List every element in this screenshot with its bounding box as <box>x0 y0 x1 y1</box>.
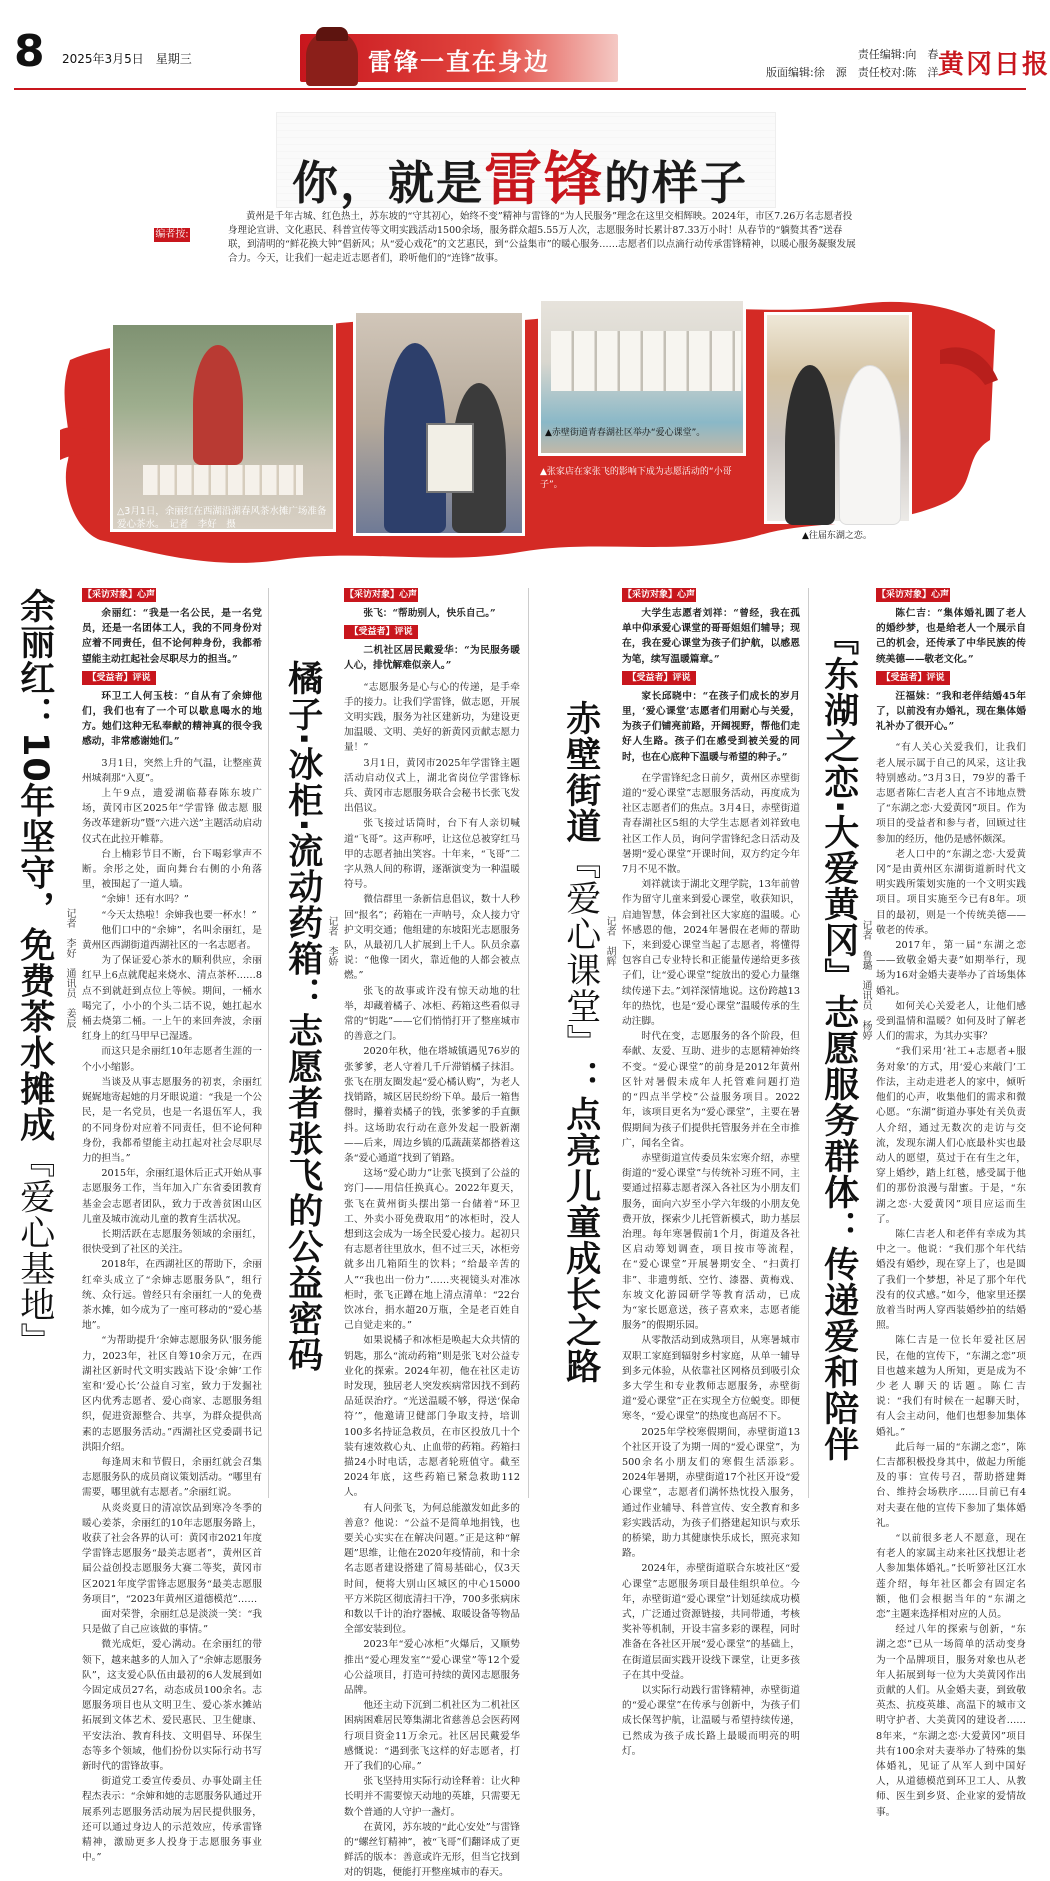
article-2-paragraphs <box>344 680 520 1881</box>
article-2-paragraph: 3月1日，黄冈市2025年学雷锋主题活动启动仪式上，湖北省岗位学雷锋标兵、黄冈市志愿服务联合会秘书长张飞发出倡议。 <box>344 757 520 815</box>
column-divider <box>528 588 529 1498</box>
article-3-review: 家长邱晓中：“在孩子们成长的岁月里，‘爱心课堂’志愿者们用耐心与关爱，为孩子们铺亮前路，开阔视野，帮他们走好人生路。孩子们在感受到被关爱的同时，也在心底种下温暖与希望的种子。” <box>622 690 800 763</box>
editor-note-tag: 编者按: <box>155 229 189 240</box>
editor-line-2: 版面编辑:徐 源 责任校对:陈 洋 <box>766 66 939 79</box>
header-rule <box>14 88 1026 90</box>
bride-figure <box>839 365 901 525</box>
article-2-voice-tag: 【采访对象】心声 <box>344 590 417 600</box>
column-divider <box>268 588 269 1498</box>
article-1-paragraph: 为了保证爱心茶水的顺利供应，余丽红早上6点就爬起来烧水、清点茶杯……8点不到就赶到点位上等候。期间，一桶水喝完了，小小的个头二话不说，她扛起水桶去烧第二桶。一上午的来回奔波，余丽红身上的红马甲早已湿透。 <box>82 955 262 1043</box>
article-3-voice-tag: 【采访对象】心声 <box>622 590 695 600</box>
article-4-paragraph: 老人口中的“东湖之恋·大爱黄冈”是由黄州区东湖街道新时代文明实践所策划实施的一个文明实践项目。项目实施至今已有8年。项目的最初，则是一个传统美德——敬老的传承。 <box>876 848 1026 936</box>
article-1-review: 环卫工人何玉枝：“自从有了余婶他们，我们也有了一个可以歇息喝水的地方。她们这种无私奉献的精神真的很令我感动，非常感谢她们。” <box>82 690 262 748</box>
article-3-paragraph: 2025年学校寒假期间，赤壁街道13个社区开设了为期一周的“爱心课堂”，为500余名小朋友们的寒假生活添彩。2024年暑期，赤壁街道17个社区开设“爱心课堂”，志愿者们满怀热忱投入服务，通过作业辅导、科普宣传、安全教育和多彩实践活动，为孩子们搭建起知识与欢乐的桥梁，助力其健康快乐成长，照亮求知路。 <box>622 1426 800 1560</box>
volunteer-figure <box>193 345 243 465</box>
article-4-paragraph: 2017年，第一届“东湖之恋——致敬金婚夫妻”如期举行，现场为16对金婚夫妻举办了首场集体婚礼。 <box>876 940 1026 997</box>
article-2-paragraph: 在黄冈，苏东坡的“此心安处”与雷锋的“螺丝钉精神”，被“飞哥”们翻译成了更鲜活的版本：善意或许无形，但当它找到对的钥匙，便能打开整座城市的春天。 <box>344 1821 520 1879</box>
article-1-byline: 记者 李好 通讯员 姜辰 <box>64 908 75 1028</box>
article-3-voice: 大学生志愿者刘祥：“曾经，我在孤单中仰承爱心课堂的哥哥姐姐们辅导；现在，我在爱心课堂为孩子们护航，以感恩为笔，续写温暖篇章。” <box>622 608 800 665</box>
article-4-paragraph: 陈仁吉是一位长年爱社区居民，在他的宣传下，“东湖之恋”项目也越来越为人所知，更是成为不少老人聊天的话题。陈仁吉说：“我们有时候在一起聊天时，有人会主动问，他们也想参加集体婚礼。” <box>876 1335 1026 1438</box>
article-4-paragraph: 此后每一届的“东湖之恋”，陈仁吉都积极投身其中，做起力所能及的事：宣传号召，帮助搭建舞台、维持会场秩序……目前已有4对夫妻在他的宣传下参加了集体婚礼。 <box>876 1441 1026 1529</box>
article-4-paragraph: 如何关心关爱老人，让他们感受到温情和温暖？如何及时了解老人们的需求，为其办实事？ <box>876 1000 1026 1043</box>
article-2-paragraph: 有人问张飞，为何总能激发如此多的善意？他说：“公益不是简单地捐钱，也要关心实实在在解决问题。”正是这种“解题”思维，让他在2020年疫情前，和十余名志愿者建设搭建了简易基础心，仅3天时间，便将大别山区城区的中心15000平方米院区彻底清扫干净，700多张病床和数以千计的治疗器械、取暖设备等物品全部安装到位。 <box>344 1502 520 1636</box>
article-1-title <box>16 588 53 1359</box>
article-3-paragraph: 赤壁街道宣传委员朱宏寒介绍，赤壁街道的“爱心课堂”与传统补习班不同，主要通过招募志愿者深入各社区为小朋友们服务，面向六岁至小学六年级的小朋友免费开放，探索少儿托管新模式，助力基层治理。每年寒暑假前1个月，街道及各社区启动筹划调查，项目按市等流程，在“爱心课堂”开展暑期安全、“扫黄打非”、非遗剪纸、空竹、漆器、黄梅戏、东坡文化游园研学等教育活动，已成为“家长愿意送，孩子喜欢来，志愿者能服务”的假期乐园。 <box>622 1152 800 1332</box>
article-3-paragraph: 以实际行动践行雷锋精神，赤壁街道的“爱心课堂”在传承与创新中，为孩子们成长保驾护航，让温暖与希望持续传递，已然成为孩子成长路上最暖而明亮的明灯。 <box>622 1685 800 1757</box>
editor-credits <box>766 46 938 82</box>
article-2-paragraph: 2023年“爱心冰柜”火爆后，又顺势推出“爱心理发室”“爱心课堂”等12个爱心公益项目，打造可持续的黄冈志愿服务品牌。 <box>344 1639 520 1697</box>
article-3-title <box>562 700 599 1384</box>
article-1-paragraph: 当谈及从事志愿服务的初衷，余丽红娓娓地寄起她的月牙眼说道：“我是一个公民，是一名党员，也是一名退伍军人，我的不同身份对应着不同责任，但不论何种身份，我都希望能主动扛起对社会尽职尽力的担当。” <box>82 1076 262 1164</box>
article-1-title-main: 余丽红：10年坚守，免费茶水摊成 <box>14 588 55 1143</box>
article-2-review-tag: 【受益者】评说 <box>344 625 418 639</box>
article-3-body <box>622 588 800 1757</box>
article-1-paragraphs <box>82 756 262 1866</box>
photo-caption-4: ▲往届东湖之恋。 <box>802 531 872 541</box>
article-3-paragraph: 在学雷锋纪念日前夕，黄州区赤壁街道的“爱心课堂”志愿服务活动，再度成为社区志愿者们的焦点。3月4日，赤壁街道青春湖社区5组的大学生志愿者刘祥致电社区工作人员，询问学雷锋纪念日活动及暑期“爱心课堂”开课时间，双方约定今年7月不见不散。 <box>622 772 800 876</box>
article-1-title-block <box>16 588 53 1359</box>
article-3-paragraph: 时代在变，志愿服务的各个阶段，但奉献、友爱、互助、进步的志愿精神始终不变。“爱心课堂”的前身是2012年黄州区针对暑假未成年人托管难问题打造的“四点半学校”公益服务项目。2022年，该项目更名为“爱心课堂”，主要在暑假期间为孩子们提供托管服务并在全市推广，闻名全省。 <box>622 1031 800 1149</box>
main-title <box>0 132 1040 216</box>
article-4-voice-tag: 【采访对象】心声 <box>876 590 949 600</box>
article-1-paragraph: 2018年，在西湖社区的帮助下，余丽红牵头成立了“余婶志愿服务队”，组行统、众行远。曾经只有余丽红一人的免费茶水摊，如今成为了一座可移动的“爱心基地”。 <box>82 1259 262 1332</box>
article-4-paragraph: 陈仁吉老人和老伴有幸成为其中之一。他说：“我们那个年代结婚没有婚纱，现在穿上了，也是圆了我们一个梦想，补足了那个年代没有的仪式感。”如今，他家里还摆放着当时两人穿西装婚纱拍的结婚照。 <box>876 1228 1026 1332</box>
article-4-body <box>876 588 1026 1818</box>
article-3-title-rest: ：点亮儿童成长之路 <box>560 1060 601 1384</box>
article-2-paragraph: 2020年秋，他在塔城镇遇见76岁的张爹爹，老人守着几千斤滞销橘子抹泪。张飞在朋友圈发起“爱心橘认购”，为老人找销路，城区居民纷纷下单。最后一箱售罄时，攥着卖橘子的钱，张爹爹的手直颤抖。这场助农行动在意外发起一股新潮——后来，周边乡镇的瓜蔬蔬菜都搭着这条“爱心通道”找到了销路。 <box>344 1046 520 1164</box>
title-part-1: 你，就是 <box>291 156 484 210</box>
article-2-paragraph: “志愿服务是心与心的传递，是手牵手的接力。让我们学雷锋，做志愿，开展文明实践，服务为社区建新功，为建设更加温暖、文明、美好的新黄冈贡献志愿力量！” <box>344 681 520 754</box>
article-3-byline: 记者 胡辉 <box>604 916 615 966</box>
photo-tea-stall <box>110 322 336 532</box>
article-3-title-quote: 『爱心课堂』 <box>560 844 601 1060</box>
photo-east-lake-wedding <box>764 312 912 524</box>
article-4-title: 『东湖之恋·大爱黄冈』志愿服务群体：传递爱和陪伴 <box>818 620 859 1463</box>
article-1-paragraph: 面对荣誉，余丽红总是淡淡一笑：“我只是做了自己应该做的事情。” <box>82 1609 262 1636</box>
article-1-paragraph: “今天太热啦！余婶我也要一杯水！” <box>101 909 257 921</box>
publish-date: 2025年3月5日 星期三 <box>62 52 192 66</box>
article-3-paragraph: 刘祥就读于湖北文理学院，13年前曾作为留守儿童来到爱心课堂，收获知识，启迪智慧，体会到社区大家庭的温暖。心怀感恩的他，2024年暑假在老师的帮助下，来到爱心课堂当起了志愿者，将懂得包容自己专业特长和正能量传递给更多孩子们，让“爱心课堂”绽放出的爱心力量继续传递下去。”刘祥深情地说。这份跨越13年的热忱，也是“爱心课堂”温暖传承的生动注脚。 <box>622 879 800 1028</box>
groom-figure <box>785 365 835 525</box>
article-2-paragraph: 这场“爱心助力”让张飞摸到了公益的窍门——用信任换真心。2022年夏天，张飞在黄州街头摆出第一台储着“环卫工、外卖小哥免费取用”的冰柜时，没人想到这会成为一场全民爱心接力。起初只有志愿者往里放水，但不过三天，冰柜旁就多出几箱陌生的饮料；“给最辛苦的人”“我也出一份力”……夹视镜头对准冰柜时，张飞正蹲在地上清点清单：“22台饮冰台，捐水超20万瓶，全是老百姓自己自觉走来的。” <box>344 1168 520 1332</box>
section-title: 雷锋一直在身边 <box>368 48 550 76</box>
page-number: 8 <box>14 26 45 77</box>
photo-zhang-fei <box>353 310 525 536</box>
article-2-paragraph: 张飞的故事或许没有惊天动地的壮举，却藏着橘子、冰柜、药箱这些看似寻常的“钥匙”——它们悄悄打开了整座城市的善意之门。 <box>344 985 520 1043</box>
article-4-paragraphs <box>876 740 1026 1819</box>
tea-cups <box>143 465 303 495</box>
article-4-review-tag: 【受益者】评说 <box>876 671 950 685</box>
article-1-paragraph: “余婶！还有水吗？” <box>101 894 189 906</box>
certificate <box>426 423 474 493</box>
article-2-paragraph: 张飞坚持用实际行动诠释着：让火种长明并不需要惊天动地的英雄，只需要无数个普通的人守护一盏灯。 <box>344 1776 520 1818</box>
article-3-paragraph: 从零散活动到成熟项目，从寒暑城市双职工家庭到辐射乡村家庭，从单一辅导到多元体验，从依靠社区网格员到吸引众多大学生和专业教师志愿服务，赤壁街道“爱心课堂”正在实现全方位蜕变。即便寒冬，“爱心课堂”的热度也高居不下。 <box>622 1335 800 1423</box>
article-4-voice: 陈仁吉：“集体婚礼圆了老人的婚纱梦，也是给老人一个展示自己的机会，还传承了中华民族的传统美德——敬老文化。” <box>876 608 1026 665</box>
photo-caption-3a: ▲赤壁街道青春湖社区举办“爱心课堂”。 <box>545 428 706 438</box>
article-3-review-tag: 【受益者】评说 <box>622 671 696 685</box>
article-1-voice: 余丽红：“我是一名公民，是一名党员，还是一名团体工人，我的不同身份对应着不同责任，但不论何种身份，我都希望能主动扛起社会尽职尽力的担当。” <box>82 608 262 665</box>
article-1-paragraph: 长期活跃在志愿服务领域的余丽红，很快受到了社区的关注。 <box>82 1228 262 1256</box>
article-4-paragraph: “我们采用‘社工+志愿者+服务对象’的方式，用‘爱心来敲门’工作法，主动走进老人的家中，倾听他们的心声，收集他们的需求和微心愿。“东湖”街道办事处有关负责人介绍，通过无数次的走访与交流，发现东湖人们心底最朴实也最动人的愿望，莫过于在有生之年，穿上婚纱，踏上红毯，感受属于他们的那份浪漫与甜蜜。于是，“东湖之恋·大爱黄冈”项目应运而生了。 <box>876 1046 1026 1225</box>
article-4-paragraph: “以前很多老人不愿意，现在有老人的家属主动来社区找想让老人参加集体婚礼。”长听箩社区江水莲介绍，每年社区都会有固定名额，他们会根据当年的“东湖之恋”主题来选择相对应的人员。 <box>876 1532 1026 1620</box>
article-2-paragraph: 如果说橘子和冰柜是唤起大众共情的钥匙，那么“流动药箱”则是张飞对公益专业化的探索。2024年初，他在社区走访时发现，独居老人突发疾病常因找不到药品延误治疗。“光送温暖不够，得送‘保命符’”，他邀请卫健部门争取支持，培训100多名持证急救员，在市区投放几十个装有速效救心丸、止血带的药箱。药箱扫描24小时电话，志愿者轮班值守。截至2024年底，这些药箱已紧急救助112人。 <box>344 1335 520 1499</box>
article-1-paragraph: 从炎炎夏日的清凉饮品到寒冷冬季的暖心姜茶，余丽红的10年志愿服务路上，收获了社会各界的认可：黄冈市2021年度学雷锋志愿服务“最美志愿者”，黄州区首届公益创投志愿服务大赛二等奖，黄冈市区2021年度学雷锋志愿服务“最美志愿服务项目”，“2023年黄州区道德模范”…… <box>82 1502 262 1605</box>
article-1-paragraph: 台上楠彩节目不断，台下喝彩掌声不断。余彤之处，面向舞台右侧的小角落里，被围起了一道人墙。 <box>82 848 262 891</box>
editor-note: 黄州是千年古城、红色热土，苏东坡的“守其初心，始终不变”精神与雷锋的“为人民服务”理念在这里交相辉映。2024年，市区7.26万名志愿者投身理论宣讲、文化惠民、科普宣传等文明实践活动1500余场，服务群众超5.55万人次，志愿服务时长累计87.33万小时！从春节的“躺赘其香”送春联，到清明的“鲜花换大钟”倡新风；从“爱心戏花”的文艺惠民，到“公益集市”的暖心服务……志愿者们以点滴行动传承雷锋精神，以暖心服务凝聚发展合力。今天，让我们一起走近志愿者们，聆听他们的“连锋”故事。 <box>228 211 856 264</box>
newspaper-logo: 黄冈日报 <box>938 50 1050 80</box>
bookshelf <box>551 331 741 391</box>
article-2-title: 橘子·冰柜·流动药箱：志愿者张飞的公益密码 <box>282 660 323 1373</box>
article-2-voice: 张飞：“帮助别人，快乐自己。” <box>363 608 496 619</box>
article-1-voice-tag: 【采访对象】心声 <box>82 590 155 600</box>
article-1-review-tag: 【受益者】评说 <box>82 671 156 685</box>
article-1-paragraph: 3月1日，突然上升的气温，让整座黄州城刹那“入夏”。 <box>82 757 262 784</box>
article-4-paragraph: 经过八年的探索与创新，“东湖之恋”已从一场简单的活动变身为一个品牌项目，服务对象也从老年人拓展到每一位为大美黄冈作出贡献的人们。从金婚夫妻，到致敬英杰、抗疫英雄、高温下的城市文明守护者、大美黄冈的建设者……8年来，“东湖之恋·大爱黄冈”项目共有100余对夫妻举办了特殊的集体婚礼，见证了从军人到中国好人，从道德模范到环卫工人、从教师、医生到乡贤、企业家的爱情故事。 <box>876 1624 1026 1818</box>
photo-caption-3b: ▲张家店在家张飞的影响下成为志愿活动的“小哥子”。 <box>540 467 732 490</box>
article-3-title-main: 赤壁街道 <box>560 700 601 844</box>
article-1-paragraph: 2015年，余丽红退休后正式开始从事志愿服务工作，当年加入广东省委团教育基金会志愿者团队，致力于改善贫困山区儿童及城市流动儿童的教育生活状况。 <box>82 1168 262 1225</box>
article-3-paragraph: 2024年，赤壁街道联合东坡社区“爱心课堂”志愿服务项目最佳组织单位。今年，赤壁街道“爱心课堂”计划延续成功模式，广泛通过资源链接，共同带通，考核奖补等机制，开设丰富多彩的课程，同时准备在各社区开展“爱心课堂”的基础上，在街道层面实践开设线下课堂，让更多孩子在其中受益。 <box>622 1563 800 1681</box>
article-3-paragraphs <box>622 771 800 1759</box>
article-4-review: 汪福妹：“我和老伴结婚45年了，以前没有办婚礼，现在集体婚礼补办了很开心。” <box>876 690 1026 733</box>
article-1-paragraph: 街道党工委宣传委员、办事处副主任程杰表示：“余婶和她的志愿服务队通过开展系列志愿服务活动展为居民提供服务，还可以通过身边人的示范效应，传承雷锋精神，激励更多人投身于志愿服务事业中。” <box>82 1776 262 1864</box>
article-1-paragraph: 每逢周末和节假日，余丽红就会召集志愿服务队的成员商议策划活动。“哪里有需要，哪里就有志愿者。”余丽红说。 <box>82 1456 262 1499</box>
article-2-paragraph: 微信群里一条新信息倡议，数十人秒回“报名”；药箱在一声呐号，众人接力守护文明交通；他组建的东坡阳光志愿服务队，从最初几人扩展到上千人。队员余嘉说：“他像一团火，靠近他的人都会被点燃。” <box>344 894 520 982</box>
article-2-paragraph: 张飞接过话筒时，台下有人亲切喊道“飞哥”。这声称呼，让这位总被穿红马甲的志愿者抽出笑容。十年来，“飞哥”二字从熟人间的称谓，逐渐演变为一种温暖符号。 <box>344 818 520 891</box>
article-2-paragraph: 他还主动下沉到二机社区为二机社区困病困难居民筹集湖北省慈善总会医药网行项目资金11万余元。社区居民戴爱华感慨说：“遇到张飞这样的好志愿者，打开了我们的心扉。” <box>344 1700 520 1773</box>
article-2-body <box>344 588 520 1879</box>
article-1-paragraph: “为帮助提升‘余婶志愿服务队’服务能力，2023年，社区自筹10余万元，在西湖社区新时代文明实践站下设‘余婶’工作室和‘爱心长’公益自习室，致力于发掘社区内优秀志愿者、爱心商家、志愿服务组织，促进资源整合、共享，为群众提供高素的志愿服务活动。”西湖社区党委副书记洪阳介绍。 <box>82 1335 262 1453</box>
article-1-title-quote: 『爱心基地』 <box>14 1142 55 1359</box>
article-1-paragraph: 他们口中的“余婶”，名叫余丽红，是黄州区西湖街道西湖社区的一名志愿者。 <box>82 924 262 952</box>
article-1-paragraph: 上午9点，遗爱湖临幕春陈东坡广场，黄冈市区2025年“学雷锋 做志愿 服务改革建新功”暨“六进六送”主题活动启动仪式在此拉开帷幕。 <box>82 788 262 845</box>
article-4-paragraph: “有人关心关爱我们，让我们老人展示属于自己的风采，这让我特别感动。”3月3日，79岁的番千志愿者陈仁吉老人直言不讳地点赞了“东湖之恋·大爱黄冈”项目。作为项目的受益者和参与者，回顾过往参加的经历，他仍是感怀颇深。 <box>876 742 1026 845</box>
editor-line-1: 责任编辑:向 春 <box>857 48 939 61</box>
article-2-byline: 记者 李娇 <box>326 916 337 966</box>
photo-caption-1: △3月1日，余丽红在西湖沿湖春风茶水摊广场准备爱心茶水。 记者 李好 摄 <box>117 506 327 530</box>
article-1-body <box>82 588 262 1864</box>
title-part-2: 雷锋 <box>483 145 604 213</box>
title-part-3: 的样子 <box>604 156 748 210</box>
lei-feng-cap-icon <box>316 27 348 41</box>
article-1-paragraph: 而这只是余丽红10年志愿者生涯的一个小小缩影。 <box>82 1046 262 1073</box>
article-2-review: 二机社区居民戴爱华：“为民服务暖人心，排忧解难似亲人。” <box>344 645 520 672</box>
article-4-byline: 记者 鲁璐 通讯员 杨婷 <box>860 920 871 1040</box>
article-1-paragraph: 微光成炬，爱心满动。在余丽红的带领下，越来越多的人加入了“余婶志愿服务队”，这支爱心队伍由最初的6人发展到如今固定成员27名，动态成员100余名。志愿服务项目也从文明卫生、爱心茶水摊站拓展到文体艺术、爱民惠民、卫生健康、平安法治、教育科技、文明倡导、环保生态等多个领域，他们扮份以实际行动书写新时代的雷锋故事。 <box>82 1639 262 1773</box>
photo-love-classroom <box>538 298 746 456</box>
column-divider <box>808 588 809 1498</box>
